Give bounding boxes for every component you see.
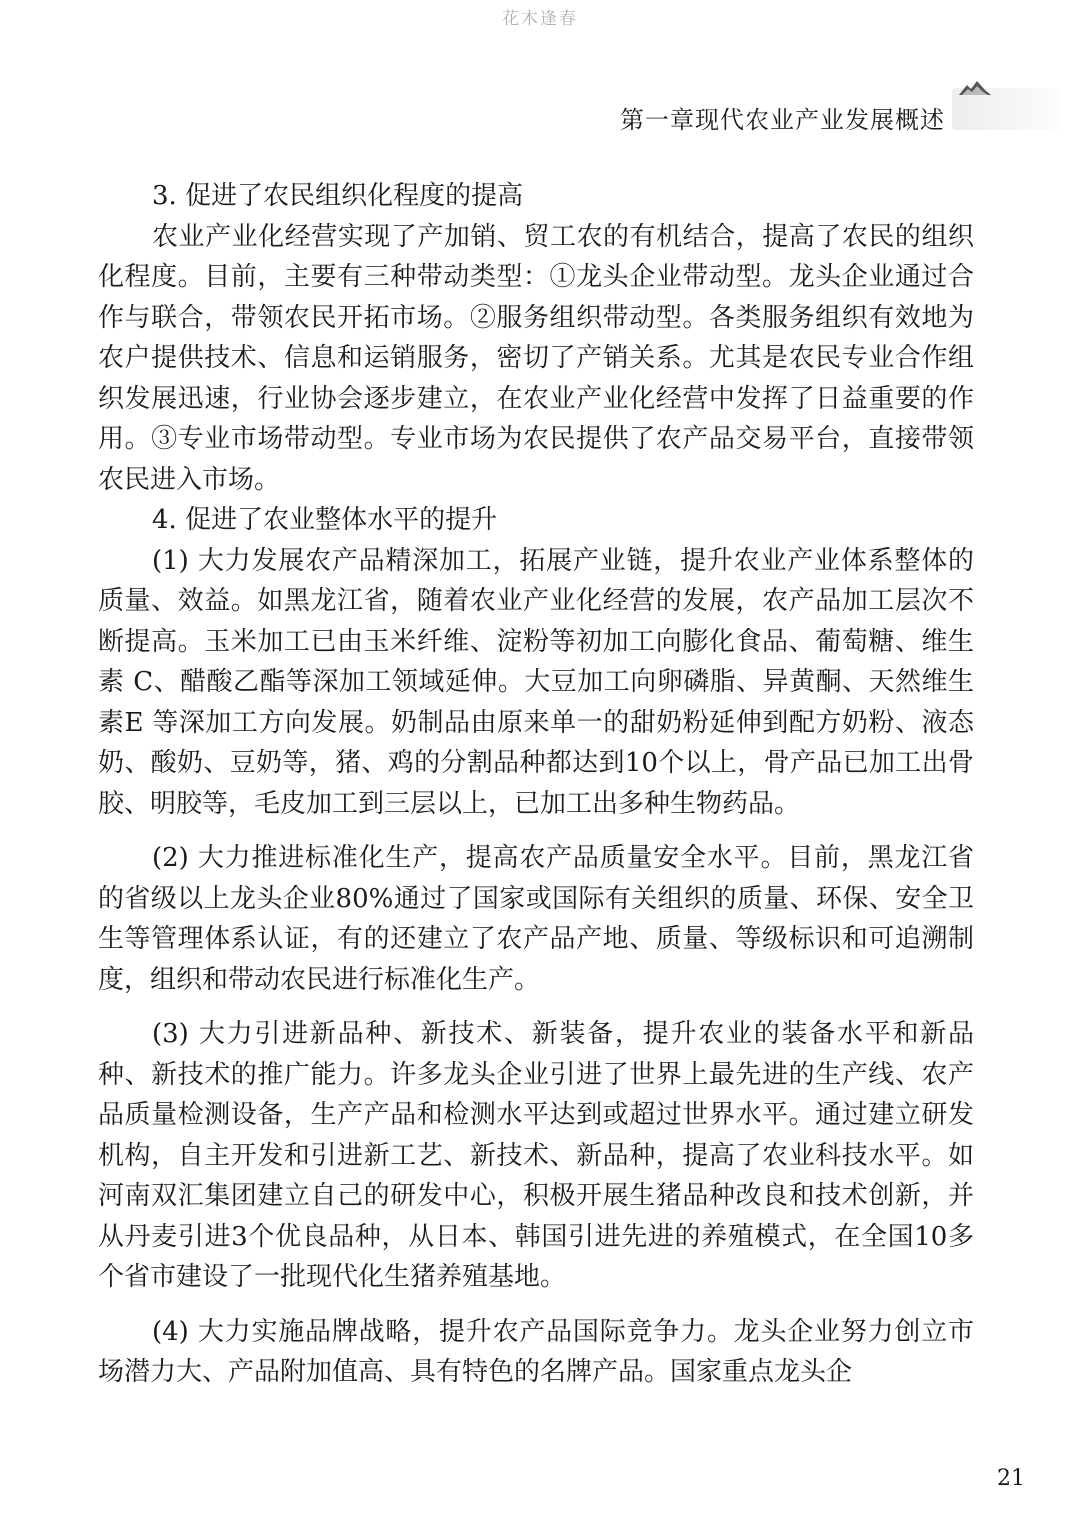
section-heading-4: 4. 促进了农业整体水平的提升 [152,505,498,535]
paragraph-3-1: 农业产业化经营实现了产加销、贸工农的有机结合，提高了农民的组织化程度。目前，主要有三种带动类型：①龙头企业带动型。龙头企业通过合作与联合，带领农民开拓市场。②服务组织带动型。各类服务组织有效地为农户提供技术、信息和运销服务，密切了产销关系。尤其是农民专业合作组织发展迅速，行业协会逐步建立，在农业产业化经营中发挥了日益重要的作用。③专业市场带动型。专业市场为农民提供了农产品交易平台，直接带领农民进入市场。 [98,221,974,495]
paragraph-4-3: (3) 大力引进新品种、新技术、新装备，提升农业的装备水平和新品种、新技术的推广能力。许多龙头企业引进了世界上最先进的生产线、农产品质量检测设备，生产产品和检测水平达到或超过世界水平。通过建立研发机构，自主开发和引进新工艺、新技术、新品种，提高了农业科技水平。如河南双汇集团建立自己的研发中心，积极开展生猪品种改良和技术创新，并从丹麦引进3个优良品种，从日本、韩国引进先进的养殖模式，在全国10多个省市建设了一批现代化生猪养殖基地。 [98,1019,974,1292]
page-number: 21 [997,1466,1025,1491]
paragraph-4-4: (4) 大力实施品牌战略，提升农产品国际竞争力。龙头企业努力创立市场潜力大、产品附加值高、具有特色的名牌产品。国家重点龙头企 [98,1316,974,1387]
chapter-title: 第一章现代农业产业发展概述 [620,106,945,134]
mountain-ornament-icon [958,78,992,98]
paragraph-4-1: (1) 大力发展农产品精深加工，拓展产业链，提升农业产业体系整体的质量、效益。如黑龙江省，随着农业产业化经营的发展，农产品加工层次不断提高。玉米加工已由玉米纤维、淀粉等初加工向膨化食品、葡萄糖、维生素 C、醋酸乙酯等深加工领域延伸。大豆加工向卵磷脂、异黄酮、天然维生素E 等深加工方向发展。奶制品由原来单一的甜奶粉延伸到配方奶粉、液态奶、酸奶、豆奶等，猪、鸡的分割品种都达到10个以上，骨产品已加工出骨胶、明胶等，毛皮加工到三层以上，已加工出多种生物药品。 [98,545,974,819]
page-body [98,176,974,1393]
paragraph-4-2: (2) 大力推进标准化生产，提高农产品质量安全水平。目前，黑龙江省的省级以上龙头企业80%通过了国家或国际有关组织的质量、环保、安全卫生等管理体系认证，有的还建立了农产品产地、质量、等级标识和可追溯制度，组织和带动农民进行标准化生产。 [98,843,974,995]
watermark-text: 花木逢春 [502,9,578,29]
section-heading-3: 3. 促进了农民组织化程度的提高 [152,181,524,211]
